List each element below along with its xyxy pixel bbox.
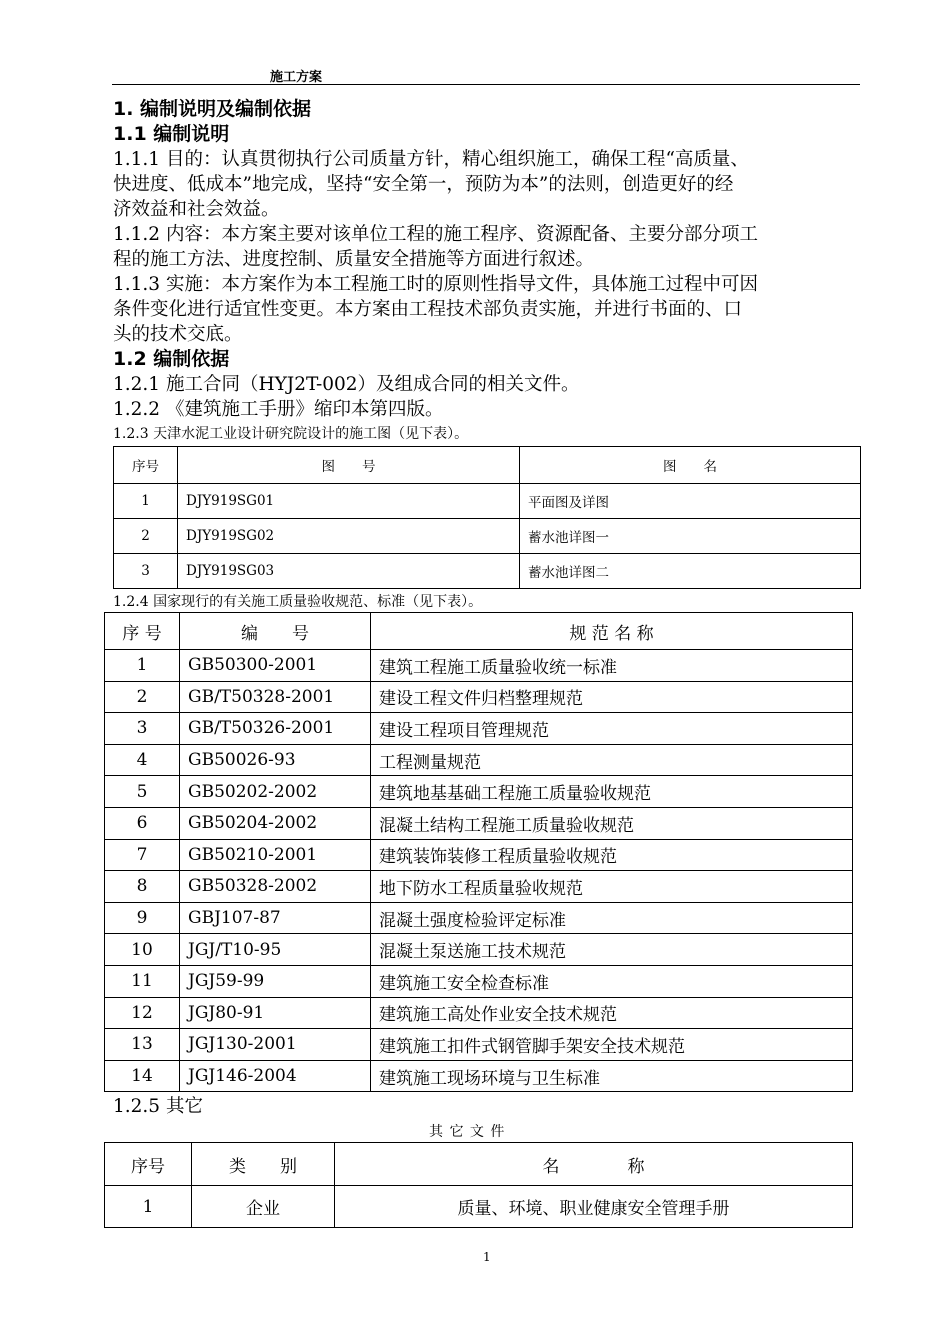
table-cell: 10 bbox=[105, 934, 180, 966]
table-cell: GB50300-2001 bbox=[180, 650, 371, 682]
table-cell: 企业 bbox=[192, 1186, 335, 1228]
header-cell: 图 名 bbox=[520, 447, 861, 484]
para-1-1-3-line-2: 条件变化进行适宜性变更。本方案由工程技术部负责实施，并进行书面的、口 bbox=[113, 299, 743, 320]
table-cell: JGJ59-99 bbox=[180, 965, 371, 997]
header-cell: 规 范 名 称 bbox=[371, 613, 853, 650]
para-1-2-4: 1.2.4 国家现行的有关施工质量验收规范、标准（见下表）。 bbox=[113, 594, 483, 610]
table-cell: GB50328-2002 bbox=[180, 871, 371, 903]
header-cell: 序号 bbox=[114, 447, 178, 484]
table-cell: GB50204-2002 bbox=[180, 807, 371, 839]
table-cell: 建筑装饰装修工程质量验收规范 bbox=[371, 839, 853, 871]
table-row bbox=[105, 744, 853, 776]
table-cell: 12 bbox=[105, 997, 180, 1029]
table-row bbox=[105, 807, 853, 839]
para-1-2-2: 1.2.2 《建筑施工手册》缩印本第四版。 bbox=[113, 399, 444, 420]
table-cell: 3 bbox=[114, 554, 178, 589]
table-row bbox=[105, 713, 853, 745]
header-title: 施工方案 bbox=[270, 70, 323, 85]
table-cell: 建筑施工高处作业安全技术规范 bbox=[371, 997, 853, 1029]
page-number: 1 bbox=[483, 1250, 491, 1264]
drawings-table bbox=[113, 446, 861, 589]
table-cell: GB50210-2001 bbox=[180, 839, 371, 871]
table-cell: 建筑施工扣件式钢管脚手架安全技术规范 bbox=[371, 1029, 853, 1061]
heading-1: 1. 编制说明及编制依据 bbox=[113, 98, 312, 120]
table-row bbox=[105, 681, 853, 713]
table-header-row bbox=[105, 613, 853, 650]
table-row bbox=[105, 776, 853, 808]
table-row bbox=[105, 1186, 853, 1228]
header-cell: 类 别 bbox=[192, 1143, 335, 1186]
table-cell: 9 bbox=[105, 902, 180, 934]
table-cell: 3 bbox=[105, 713, 180, 745]
table-row bbox=[114, 484, 861, 519]
heading-1-1: 1.1 编制说明 bbox=[113, 123, 230, 145]
header-cell: 名 称 bbox=[335, 1143, 853, 1186]
table-row bbox=[105, 839, 853, 871]
table-header-row bbox=[105, 1143, 853, 1186]
para-1-1-2-line-1: 1.1.2 内容：本方案主要对该单位工程的施工程序、资源配备、主要分部分项工 bbox=[113, 224, 758, 245]
table-header-row bbox=[114, 447, 861, 484]
table-row bbox=[105, 650, 853, 682]
table-cell: 工程测量规范 bbox=[371, 744, 853, 776]
table-row bbox=[105, 1060, 853, 1092]
header-cell: 序号 bbox=[105, 1143, 192, 1186]
table-cell: 14 bbox=[105, 1060, 180, 1092]
table-cell: 1 bbox=[114, 484, 178, 519]
table-cell: 8 bbox=[105, 871, 180, 903]
table-cell: 蓄水池详图二 bbox=[520, 554, 861, 589]
para-1-1-2-line-2: 程的施工方法、进度控制、质量安全措施等方面进行叙述。 bbox=[113, 249, 595, 270]
header-cell: 编 号 bbox=[180, 613, 371, 650]
para-1-1-3-line-3: 头的技术交底。 bbox=[113, 324, 243, 345]
table-cell: 13 bbox=[105, 1029, 180, 1061]
table-row bbox=[114, 554, 861, 589]
table-row bbox=[105, 997, 853, 1029]
header-cell: 序 号 bbox=[105, 613, 180, 650]
table-cell: 混凝土强度检验评定标准 bbox=[371, 902, 853, 934]
heading-1-2: 1.2 编制依据 bbox=[113, 348, 230, 370]
table-cell: GB50026-93 bbox=[180, 744, 371, 776]
table-cell: DJY919SG01 bbox=[178, 484, 520, 519]
para-1-1-1-line-1: 1.1.1 目的：认真贯彻执行公司质量方针，精心组织施工，确保工程“高质量、 bbox=[113, 149, 749, 170]
table-cell: 建筑地基基础工程施工质量验收规范 bbox=[371, 776, 853, 808]
table-cell: 6 bbox=[105, 807, 180, 839]
table-cell: 2 bbox=[114, 519, 178, 554]
para-1-1-3-line-1: 1.1.3 实施：本方案作为本工程施工时的原则性指导文件，具体施工过程中可因 bbox=[113, 274, 758, 295]
table-cell: GB50202-2002 bbox=[180, 776, 371, 808]
table-row bbox=[105, 934, 853, 966]
table-row bbox=[105, 965, 853, 997]
table-row bbox=[114, 519, 861, 554]
table-cell: JGJ80-91 bbox=[180, 997, 371, 1029]
table-cell: 1 bbox=[105, 650, 180, 682]
table-cell: 混凝土泵送施工技术规范 bbox=[371, 934, 853, 966]
table-cell: 建设工程项目管理规范 bbox=[371, 713, 853, 745]
table-cell: 4 bbox=[105, 744, 180, 776]
table-cell: DJY919SG02 bbox=[178, 519, 520, 554]
table-row bbox=[105, 871, 853, 903]
table-cell: 2 bbox=[105, 681, 180, 713]
para-1-1-1-line-3: 济效益和社会效益。 bbox=[113, 199, 280, 220]
table-cell: JGJ/T10-95 bbox=[180, 934, 371, 966]
table-cell: 建筑工程施工质量验收统一标准 bbox=[371, 650, 853, 682]
table-cell: 建筑施工安全检查标准 bbox=[371, 965, 853, 997]
table-cell: GB/T50328-2001 bbox=[180, 681, 371, 713]
para-1-2-5: 1.2.5 其它 bbox=[113, 1096, 203, 1117]
table-cell: 7 bbox=[105, 839, 180, 871]
page-header bbox=[112, 66, 860, 85]
table-cell: 蓄水池详图一 bbox=[520, 519, 861, 554]
table-cell: 建设工程文件归档整理规范 bbox=[371, 681, 853, 713]
table-cell: JGJ130-2001 bbox=[180, 1029, 371, 1061]
table-cell: DJY919SG03 bbox=[178, 554, 520, 589]
table-cell: 地下防水工程质量验收规范 bbox=[371, 871, 853, 903]
table-row bbox=[105, 902, 853, 934]
para-1-2-3: 1.2.3 天津水泥工业设计研究院设计的施工图（见下表）。 bbox=[113, 426, 469, 442]
table-cell: 建筑施工现场环境与卫生标准 bbox=[371, 1060, 853, 1092]
table-cell: 5 bbox=[105, 776, 180, 808]
para-1-1-1-line-2: 快进度、低成本”地完成，坚持“安全第一，预防为本”的法则，创造更好的经 bbox=[113, 174, 734, 195]
table-caption: 其 它 文 件 bbox=[429, 1124, 506, 1140]
table-cell: 1 bbox=[105, 1186, 192, 1228]
table-cell: JGJ146-2004 bbox=[180, 1060, 371, 1092]
table-cell: 11 bbox=[105, 965, 180, 997]
table-cell: GBJ107-87 bbox=[180, 902, 371, 934]
other-docs-table bbox=[104, 1142, 853, 1228]
para-1-2-1: 1.2.1 施工合同（HYJ2T-002）及组成合同的相关文件。 bbox=[113, 374, 580, 395]
table-cell: GB/T50326-2001 bbox=[180, 713, 371, 745]
table-cell: 质量、环境、职业健康安全管理手册 bbox=[335, 1186, 853, 1228]
table-cell: 混凝土结构工程施工质量验收规范 bbox=[371, 807, 853, 839]
header-cell: 图 号 bbox=[178, 447, 520, 484]
table-cell: 平面图及详图 bbox=[520, 484, 861, 519]
standards-table bbox=[104, 612, 853, 1092]
table-row bbox=[105, 1029, 853, 1061]
